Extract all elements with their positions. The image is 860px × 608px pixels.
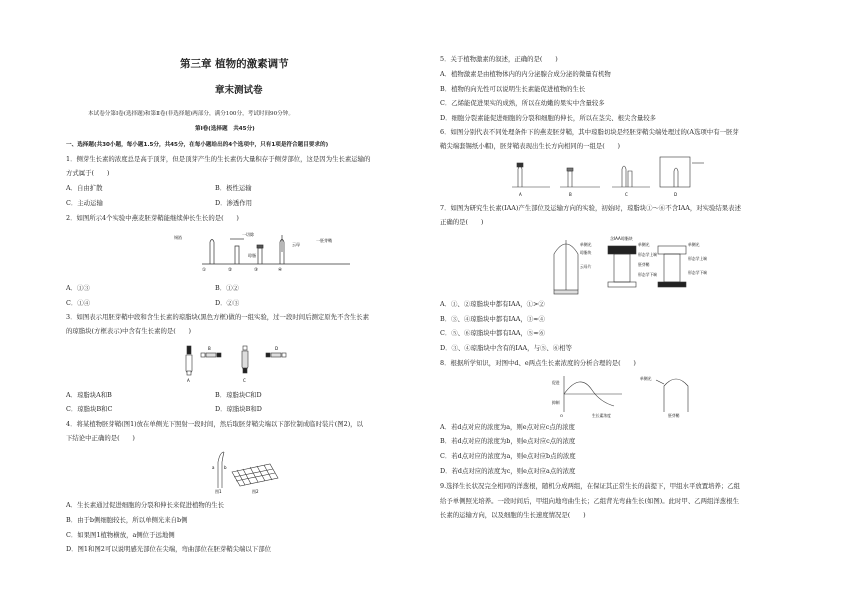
q1-option-c[interactable]: C．主动运输 [66,199,103,207]
q8-x-axis: 生长素浓度 [592,413,611,418]
q8-option-a[interactable]: A．若d点对应的浓度为a，则e点对应c点的浓度 [440,423,575,431]
q3-stem: 3．如图表示用胚芽鞘中段和含生长素的琼脂块(黑色方框)做的一组实验，过一段时间后测定原先不含生长素 [66,313,370,321]
q2-label-cut: 一切除 [242,232,254,237]
q6-figure [510,153,720,198]
q3-label-a: A [187,378,190,383]
q1-stem-cont: 方式属于( ) [66,169,110,177]
q7-label-upper2: 形态学上端 [688,256,707,261]
q7-label-lower2: 形态学下端 [688,270,707,275]
q7-stem: 7．如图为研究生长素(IAA)产生部位及运输方向的实验，初始时，琼脂块①～⑥不含IAA，对实验结果表述 [440,204,741,212]
page-title: 第三章 植物的激素调节 [180,58,289,70]
q2-num-3: ③ [254,268,259,273]
q4-stem: 4．将某植物胚芽鞘(图1)放在单侧光下照射一段时间，然后取胚芽鞘尖端以下部位制成临时装片(图2)，以 [66,420,363,428]
q4-label-b: b [224,465,227,470]
q6-label-a: A [519,192,522,197]
q9-stem-cont2: 长素的运输方向，以及细胞的生长速度情况是( ) [440,511,586,519]
q8-stem: 8．根据所学知识，对图中d、e两点生长素浓度的分析合理的是( ) [440,359,636,367]
q5-option-c[interactable]: C．乙烯能促进果实的成熟，所以在幼嫩的果实中含量较多 [440,99,605,107]
q4-label-a: a [212,465,215,470]
q3-option-c[interactable]: C．琼脂块B和C [66,405,113,413]
q2-label-foil: 锡箔 [174,235,182,240]
section1-heading: 一、选择题(共30小题，每小题1.5分，共45分，在每小题给出的4个选项中，只有1项是符合题目要求的) [66,142,329,148]
q8-label-light: 单侧光 [640,376,652,381]
q1-option-a[interactable]: A．自由扩散 [66,184,103,192]
q7-label-mica: 云母片 [580,264,592,269]
q2-option-d[interactable]: D．②③ [215,299,240,307]
q1-option-d[interactable]: D．渗透作用 [215,199,253,207]
q8-option-b[interactable]: B．若d点对应的浓度为b，则e点对应c点的浓度 [440,437,576,445]
q8-label-coleoptile: 胚芽鞘 [668,413,680,418]
q8-origin: O [560,413,563,418]
q2-stem: 2．如图所示4个实验中燕麦胚芽鞘能继续伸长生长的是( ) [66,214,239,222]
q4-option-d[interactable]: D．图1和图2可以说明感光部位在尖端，弯曲部位在胚芽鞘尖端以下部位 [66,545,271,553]
q4-option-a[interactable]: A．生长素通过促进细胞的分裂和伸长来促进植物的生长 [66,501,224,509]
q8-y-inhibit: 抑制 [552,400,560,405]
q3-figure [182,343,312,383]
exam-intro: 本试卷分第Ⅰ卷(选择题)和第Ⅱ卷(非选择题)两部分，满分100分，考试时间90分钟。 [88,111,294,117]
q1-option-b[interactable]: B．极性运输 [215,184,252,192]
q7-label-light1: 单侧光 [580,242,592,247]
q2-num-1: ① [202,268,207,273]
q7-label-light2: 单侧光 [638,242,650,247]
q9-stem-cont: 给予单侧照光培养。一段时间后，甲组向地弯曲生长；乙组背光弯曲生长(如图)。此时甲、乙两组洋葱根生 [440,497,739,505]
q7-label-upper: 形态学上端 [638,252,657,257]
q6-label-d: D [674,192,678,197]
q3-label-b: B [208,346,211,351]
q5-stem: 5．关于植物激素的叙述，正确的是( ) [440,55,558,63]
q2-label-mica: 云母 [292,242,300,247]
q2-figure [174,230,350,273]
q4-option-c[interactable]: C．如果图1植物横放，a侧位于远地侧 [66,531,175,539]
q7-label-lower: 形态学下端 [638,272,657,277]
q4-fig1: 图1 [215,489,222,494]
q7-label-light3: 单侧光 [688,242,700,247]
q8-y-promote: 促进 [552,380,560,385]
q6-label-b: B [569,192,572,197]
q7-stem-cont: 正确的是( ) [440,218,484,226]
q8-option-d[interactable]: D．若d点对应的浓度为c，则e点对应a点的浓度 [440,467,576,475]
q9-stem: 9.选择生长状况完全相同的洋葱根，随机分成两组，在保证其正常生长的前提下，甲组水平放置培养；乙组 [440,482,741,490]
q6-stem-cont: 鞘尖端套锡纸小帽)，胚芽鞘表现出生长方向相同的一组是( ) [440,142,621,150]
q3-option-b[interactable]: B．琼脂块C和D [215,391,262,399]
q7-figure [548,230,718,295]
q1-stem: 1．侧芽生长素的浓度总是高于顶芽，但是顶芽产生的生长素仍大量积存于侧芽部位，这是因为生长素运输的 [66,155,371,163]
q7-option-c[interactable]: C．⑤、⑥琼脂块中都有IAA，⑤≈⑥ [440,329,546,337]
q3-stem-cont: 的琼脂块(方框表示)中含有生长素的是( ) [66,327,192,335]
q3-label-d: D [275,346,279,351]
q8-figure [552,372,722,417]
q7-option-a[interactable]: A．①、②琼脂块中都有IAA，①>② [440,300,545,308]
q7-label-top: 含IAA琼脂块 [610,236,633,241]
q5-option-b[interactable]: B．植物的向光性可以说明生长素能促进植物的生长 [440,85,586,93]
q8-option-c[interactable]: C．若d点对应的浓度为a，则e点对应b点的浓度 [440,452,576,460]
q4-figure [210,448,290,493]
q7-option-d[interactable]: D．③、④琼脂块中含有的IAA，与⑤、⑥相等 [440,344,572,352]
q2-num-2: ② [228,268,233,273]
q7-option-b[interactable]: B．③、④琼脂块中都有IAA，③≈④ [440,315,545,323]
q2-label-coleoptile: 一胚芽鞘 [316,238,332,243]
q5-option-a[interactable]: A．植物激素是由植物体内的内分泌腺合成分泌的微量有机物 [440,70,611,78]
q2-option-c[interactable]: C．①④ [66,299,91,307]
q4-stem-cont: 下结论中正确的是( ) [66,434,135,442]
q2-num-4: ④ [278,268,283,273]
page-subtitle: 章末测试卷 [215,85,263,96]
part1-heading: 第Ⅰ卷(选择题 共45分) [195,126,255,132]
q3-option-a[interactable]: A．琼脂块A和B [66,391,112,399]
q7-label-agar: 琼脂块 [580,250,592,255]
q6-stem: 6．如图分别代表不同处理条件下的燕麦胚芽鞘，其中琼脂切块是经胚芽鞘尖端处理过的(A选项中有一胚芽 [440,128,739,136]
q2-option-b[interactable]: B．①② [215,284,239,292]
q3-label-c: C [243,378,246,383]
q4-fig2: 图2 [252,489,259,494]
q6-label-c: C [625,192,628,197]
q2-label-agar: 琼脂 [248,253,256,258]
q3-option-d[interactable]: D．琼脂块B和D [215,405,262,413]
q2-option-a[interactable]: A．①③ [66,284,90,292]
q4-option-b[interactable]: B．由于b侧细胞较长，所以单侧光来自b侧 [66,516,188,524]
q5-option-d[interactable]: D．细胞分裂素能促进细胞的分裂和细胞的伸长，所以在茎尖、根尖含量较多 [440,114,657,122]
q7-label-coleoptile: 胚芽鞘 [638,262,650,267]
